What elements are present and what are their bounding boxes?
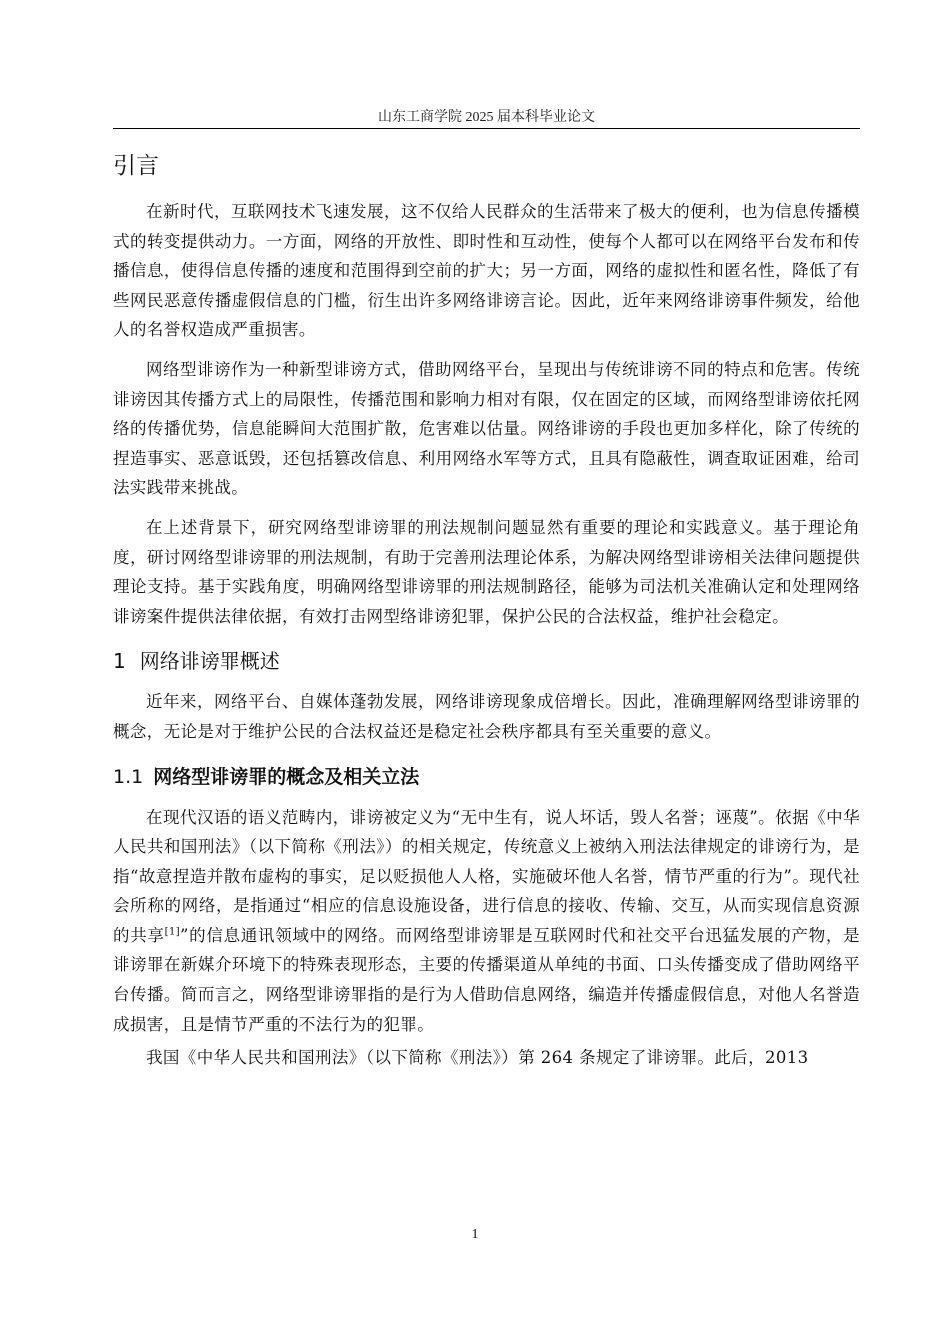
section-1-1-number: 1.1 bbox=[113, 765, 144, 788]
running-header: 山东工商学院 2025 届本科毕业论文 bbox=[378, 110, 595, 125]
section-1-1-title: 网络型诽谤罪的概念及相关立法 bbox=[153, 765, 420, 788]
paragraph-text-part-2: ”的信息通讯领域中的网络。而网络型诽谤罪是互联网时代和社交平台迅猛发展的产物，是诽谤罪在新媒介环境下的特殊表现形态，主要的传播渠道从单纯的书面、口头传播变成了借助网络平台传播。简而言之，网络型诽谤罪指的是行为人借助信息网络，编造并传播虚假信息，对他人名誉造成损害，且是情节严重的不法行为的犯罪。 bbox=[113, 925, 861, 1034]
section-1-1-paragraph-1 bbox=[113, 803, 860, 1040]
section-1-1-paragraph-2: 我国《中华人民共和国刑法》（以下简称《刑法》）第 264 条规定了诽谤罪。此后，2013 bbox=[146, 1048, 809, 1068]
intro-paragraph-2: 网络型诽谤作为一种新型诽谤方式，借助网络平台，呈现出与传统诽谤不同的特点和危害。传统诽谤因其传播方式上的局限性，传播范围和影响力相对有限，仅在固定的区域，而网络型诽谤依托网络的传播优势，信息能瞬间大范围扩散，危害难以估量。网络诽谤的手段也更加多样化，除了传统的捏造事实、恶意诋毁，还包括篡改信息、利用网络水军等方式，且具有隐蔽性，调查取证困难，给司法实践带来挑战。 bbox=[113, 359, 860, 498]
section-1-paragraph: 近年来，网络平台、自媒体蓬勃发展，网络诽谤现象成倍增长。因此，准确理解网络型诽谤罪的概念，无论是对于维护公民的合法权益还是稳定社会秩序都具有至关重要的意义。 bbox=[113, 692, 860, 741]
intro-paragraph-1: 在新时代，互联网技术飞速发展，这不仅给人民群众的生活带来了极大的便利，也为信息传播模式的转变提供动力。一方面，网络的开放性、即时性和互动性，使每个人都可以在网络平台发布和传播信息，使得信息传播的速度和范围得到空前的扩大；另一方面，网络的虚拟性和匿名性，降低了有些网民恶意传播虚假信息的门槛，衍生出许多网络诽谤言论。因此，近年来网络诽谤事件频发，给他人的名誉权造成严重损害。 bbox=[113, 202, 860, 340]
header-rule bbox=[113, 128, 860, 129]
paragraph-text-part-1: 在现代汉语的语义范畴内，诽谤被定义为“无中生有，说人坏话，毁人名誉；诬蔑”。依据《中华人民共和国刑法》（以下简称《刑法》）的相关规定，传统意义上被纳入刑法法律规定的诽谤行为，是指“故意捏造并散布虚构的事实，足以贬损他人人格，实施破坏他人名誉，情节严重的行为”。现代社会所称的网络，是指通过“相应的信息设施设备，进行信息的接收、传输、交互，从而实现信息资源的共享 bbox=[113, 807, 860, 945]
section-1-heading bbox=[113, 641, 860, 681]
section-1-number: 1 bbox=[113, 649, 126, 674]
page-content bbox=[113, 146, 860, 1083]
page-number: 1 bbox=[471, 1227, 479, 1242]
intro-paragraph-3: 在上述背景下，研究网络型诽谤罪的刑法规制问题显然有重要的理论和实践意义。基于理论角度，研讨网络型诽谤罪的刑法规制，有助于完善刑法理论体系，为解决网络型诽谤相关法律问题提供理论支持。基于实践角度，明确网络型诽谤罪的刑法规制路径，能够为司法机关准确认定和处理网络诽谤案件提供法律依据，有效打击网型络诽谤犯罪，保护公民的合法权益，维护社会稳定。 bbox=[113, 517, 860, 626]
section-1-title: 网络诽谤罪概述 bbox=[139, 649, 280, 674]
intro-heading: 引言 bbox=[113, 153, 159, 179]
citation-reference[interactable]: [1] bbox=[164, 926, 181, 938]
section-1-1-heading bbox=[113, 757, 860, 797]
